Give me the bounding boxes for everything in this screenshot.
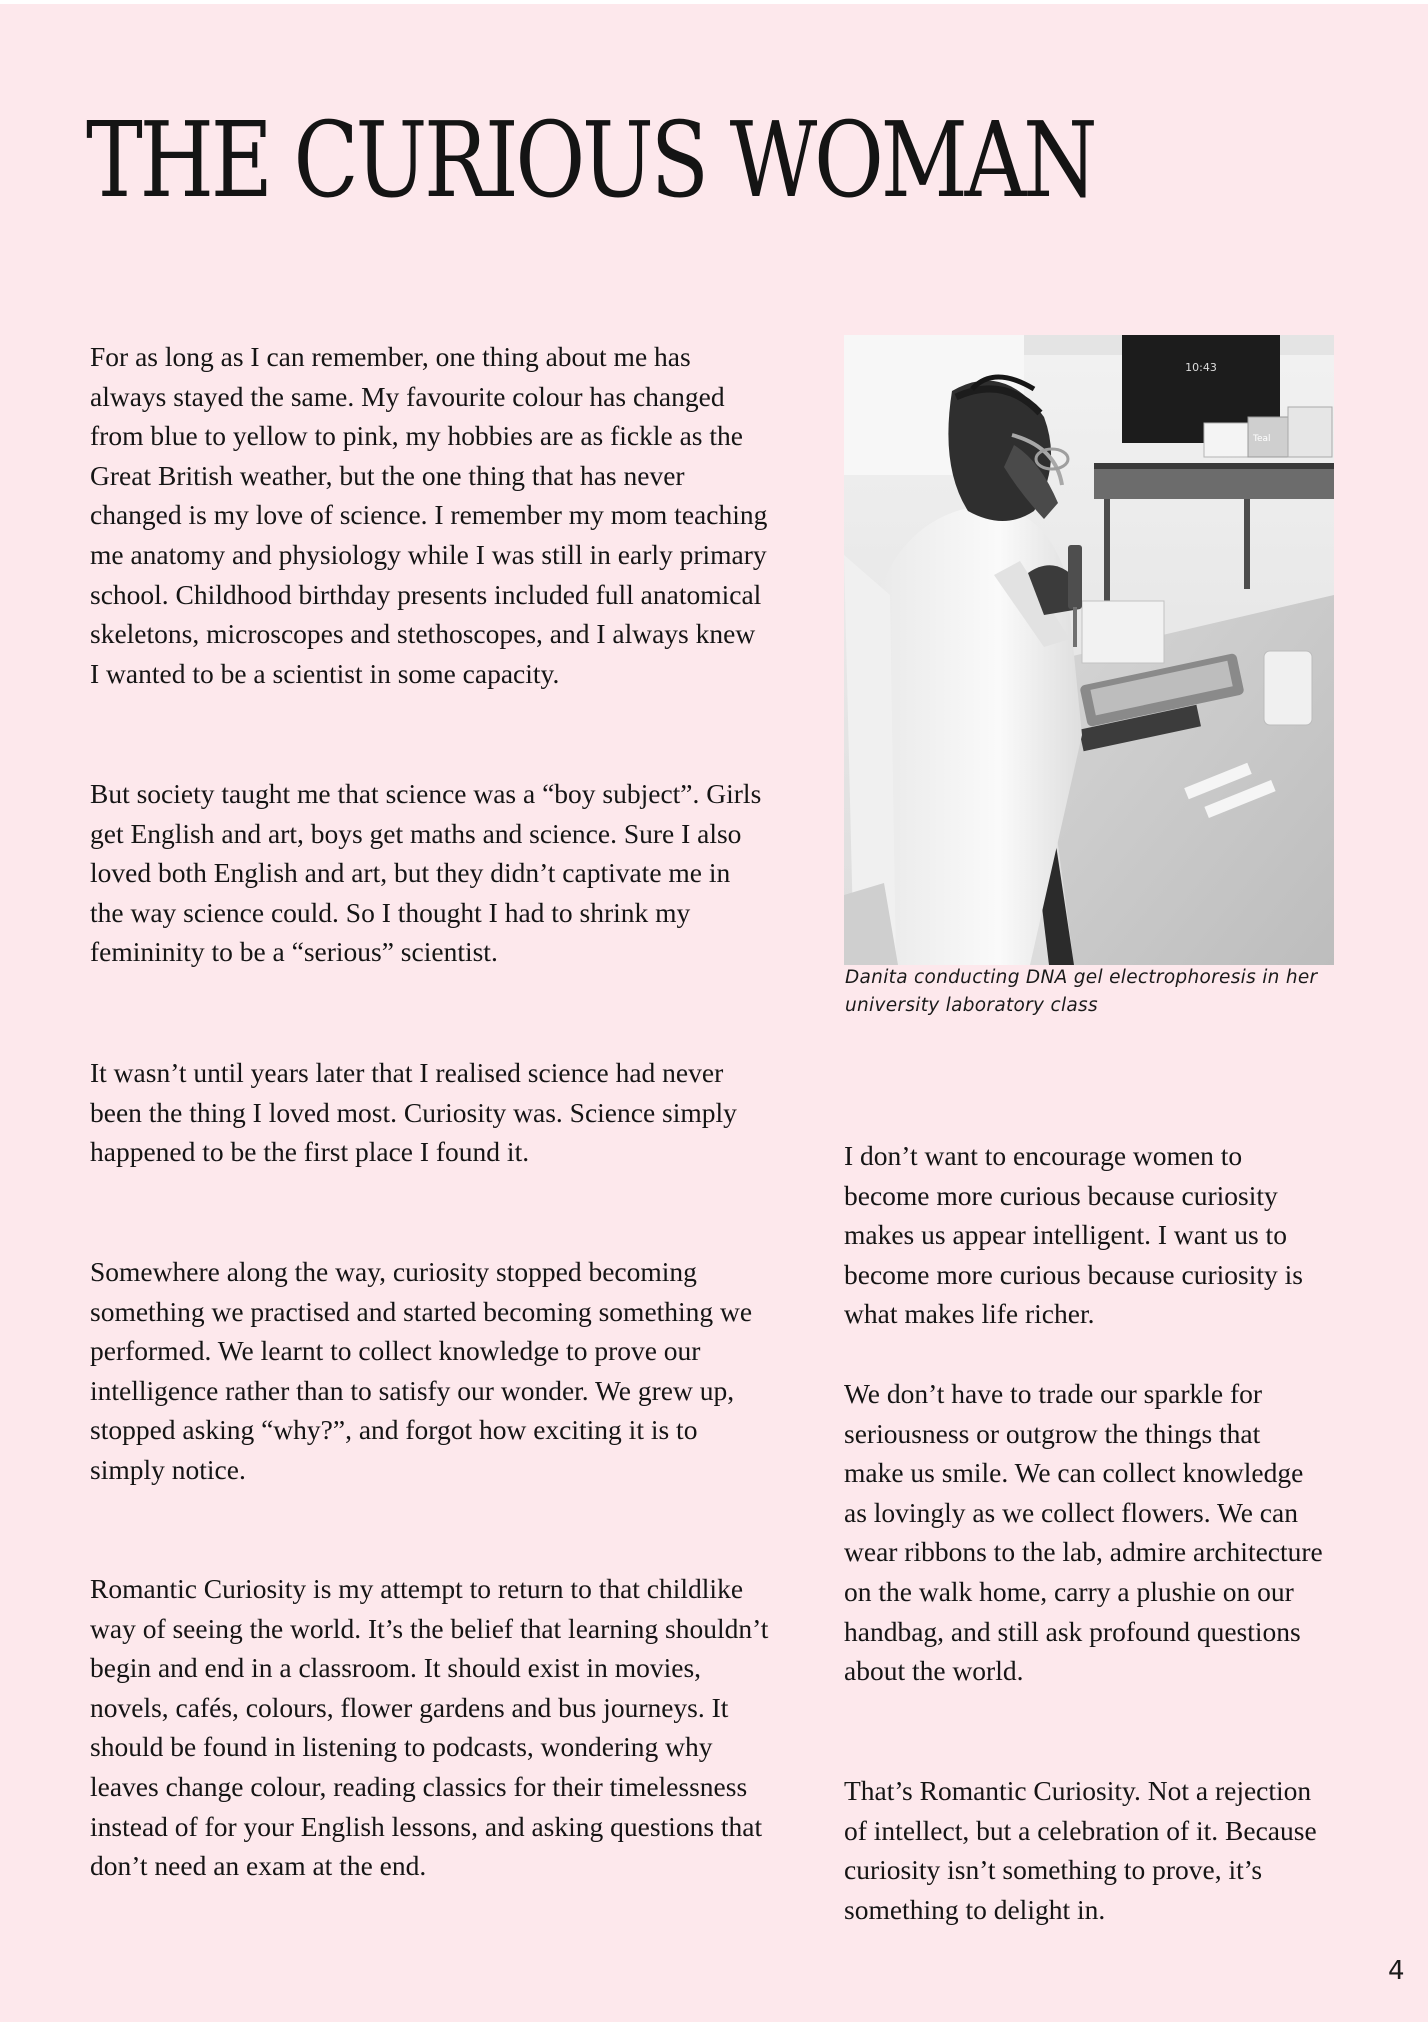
- left-paragraph-3: It wasn’t until years later that I realised science had never been the thing I loved most. Curiosity was. Science simply happened to be the first place I found it.: [90, 1057, 737, 1168]
- svg-text:10:43: 10:43: [1185, 361, 1217, 374]
- photo-caption: Danita conducting DNA gel electrophoresis in her university laboratory class: [845, 967, 1318, 1016]
- lab-photo: [844, 335, 1334, 965]
- lab-photo-illustration: [844, 335, 1334, 965]
- right-paragraph-3: That’s Romantic Curiosity. Not a rejection of intellect, but a celebration of it. Because curiosity isn’t something to prove, it’s something to delight in.: [844, 1775, 1317, 1925]
- left-paragraph-1: For as long as I can remember, one thing about me has always stayed the same. My favourite colour has changed from blue to yellow to pink, my hobbies are as fickle as the Great British weather, but the one thing that has never changed is my love of science. I remember my mom teaching me anatomy and physiology while I was still in early primary school. Childhood birthday presents included full anatomical skeletons, microscopes and stethoscopes, and I always knew I wanted to be a scientist in some capacity.: [90, 341, 768, 689]
- left-paragraph-4: Somewhere along the way, curiosity stopped becoming something we practised and started becoming something we performed. We learnt to collect knowledge to prove our intelligence rather than to satisfy our wonder. We grew up, stopped asking “why?”, and forgot how exciting it is to simply notice.: [90, 1256, 753, 1485]
- right-paragraph-2: We don’t have to trade our sparkle for seriousness or outgrow the things that make us smile. We can collect knowledge as lovingly as we collect flowers. We can wear ribbons to the lab, admire architecture on the walk home, carry a plushie on our handbag, and still ask profound questions about the world.: [844, 1378, 1323, 1687]
- left-paragraph-2: But society taught me that science was a “boy subject”. Girls get English and art, boys get maths and science. Sure I also loved both English and art, but they didn’t captivate me in the way science could. So I thought I had to shrink my femininity to be a “serious” scientist.: [90, 778, 762, 968]
- reagent-box: [1248, 417, 1288, 457]
- page-number: 4: [1388, 1956, 1405, 1986]
- left-paragraph-5: Romantic Curiosity is my attempt to return to that childlike way of seeing the world. It’s the belief that learning shouldn’t begin and end in a classroom. It should exist in movies, novels, cafés, colours, flower gardens and bus journeys. It should be found in listening to podcasts, wondering why leaves change colour, reading classics for their timelessness instead of for your English lessons, and asking questions that don’t need an exam at the end.: [90, 1573, 769, 1882]
- article-title: THE CURIOUS WOMAN: [86, 99, 1095, 221]
- right-paragraph-1: I don’t want to encourage women to become more curious because curiosity makes us appear intelligent. I want us to become more curious because curiosity is what makes life richer.: [844, 1140, 1303, 1330]
- magazine-page: [0, 4, 1428, 2022]
- svg-text:Teal: Teal: [1253, 434, 1271, 444]
